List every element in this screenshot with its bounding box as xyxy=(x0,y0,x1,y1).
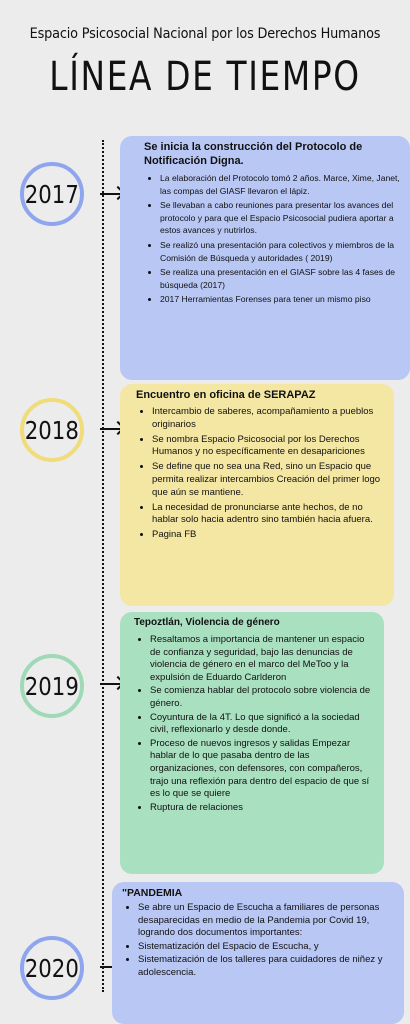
page-title: LÍNEA DE TIEMPO xyxy=(49,54,361,100)
timeline-dotted-line xyxy=(102,140,104,992)
list-item: • 2017 Herramientas Forenses para tener un mismo piso xyxy=(160,293,400,306)
card-list-2018 xyxy=(136,406,384,542)
year-circle-2017 xyxy=(20,162,84,226)
list-item: • Ruptura de relaciones xyxy=(150,802,376,815)
list-item: • Proceso de nuevos ingresos y salidas Empezar hablar de lo que pasaba dentro de las organizaciones, con defensores, con compañeros, trajo una reflexión para dentro del espacio de que sí es lo que se quiere xyxy=(150,738,376,801)
list-item: • Se define que no sea una Red, sino un Espacio que permita realizar intercambios Creación del primer logo que aún se mantiene. xyxy=(152,461,384,499)
list-item: • Se comienza hablar del protocolo sobre violencia de género. xyxy=(150,685,376,710)
year-circle-2019 xyxy=(20,654,84,718)
list-item: • Se nombra Espacio Psicosocial por los Derechos Humanos y no específicamente en desapariciones xyxy=(152,434,384,460)
list-item: • Sistematización de los talleres para cuidadores de niñez y adolescencia. xyxy=(138,954,396,979)
timeline-card-2019 xyxy=(120,612,384,874)
year-label-2017: 2017 xyxy=(24,179,80,209)
card-list-2017 xyxy=(144,172,400,306)
year-circle-2018 xyxy=(20,398,84,462)
list-item: • Intercambio de saberes, acompañamiento a pueblos originarios xyxy=(152,406,384,432)
year-label-2018: 2018 xyxy=(24,415,80,445)
card-title-2020: "PANDEMIA xyxy=(122,887,183,899)
card-list-2019 xyxy=(134,634,376,814)
list-item: • La necesidad de pronunciarse ante hechos, de no hablar solo hacia adentro sino también hacia afuera. xyxy=(152,502,384,528)
list-item: • Sistematización del Espacio de Escucha, y xyxy=(138,941,396,954)
arrow-2019 xyxy=(100,683,122,685)
year-circle-2020 xyxy=(20,936,84,1000)
year-label-2020: 2020 xyxy=(24,953,80,983)
card-title-2017: Se inicia la construcción del Protocolo de Notificación Digna. xyxy=(144,141,363,167)
list-item: • Se llevaban a cabo reuniones para presentar los avances del protocolo y para que el Espacio Psicosocial pudiera aportar a estos avances y nutrirlos. xyxy=(160,199,400,237)
timeline-card-2017 xyxy=(120,136,410,380)
list-item: • Se realiza una presentación en el GIASF sobre las 4 fases de búsqueda (2017) xyxy=(160,266,400,291)
card-list-2020 xyxy=(122,902,396,979)
timeline-card-2018 xyxy=(120,384,394,606)
timeline-card-2020 xyxy=(112,882,404,1024)
card-title-2019: Tepoztlán, Violencia de género xyxy=(134,617,280,628)
page-subtitle: Espacio Psicosocial Nacional por los Derechos Humanos xyxy=(29,26,381,42)
list-item: • Se abre un Espacio de Escucha a familiares de personas desaparecidas en medio de la Pandemia por Covid 19, logrando dos documentos importantes: xyxy=(138,902,396,940)
list-item: • Se realizó una presentación para colectivos y miembros de la Comisión de Búsqueda y autoridades ( 2019) xyxy=(160,239,400,264)
list-item: • Coyuntura de la 4T. Lo que significó a la sociedad civil, reflexionarlo y desde donde. xyxy=(150,712,376,737)
list-item: • La elaboración del Protocolo tomó 2 años. Marce, Xime, Janet, las compas del GIASF llevaron el lápiz. xyxy=(160,172,400,197)
list-item: • Resaltamos a importancia de mantener un espacio de confianza y seguridad, bajo las denuncias de violencia de género en el marco del MeToo y la expulsión de Eduardo Carlderon xyxy=(150,634,376,684)
arrow-2017 xyxy=(100,193,122,195)
year-label-2019: 2019 xyxy=(24,671,80,701)
arrow-2018 xyxy=(100,428,122,430)
card-title-2018: Encuentro en oficina de SERAPAZ xyxy=(136,389,316,401)
list-item: • Pagina FB xyxy=(152,529,384,542)
